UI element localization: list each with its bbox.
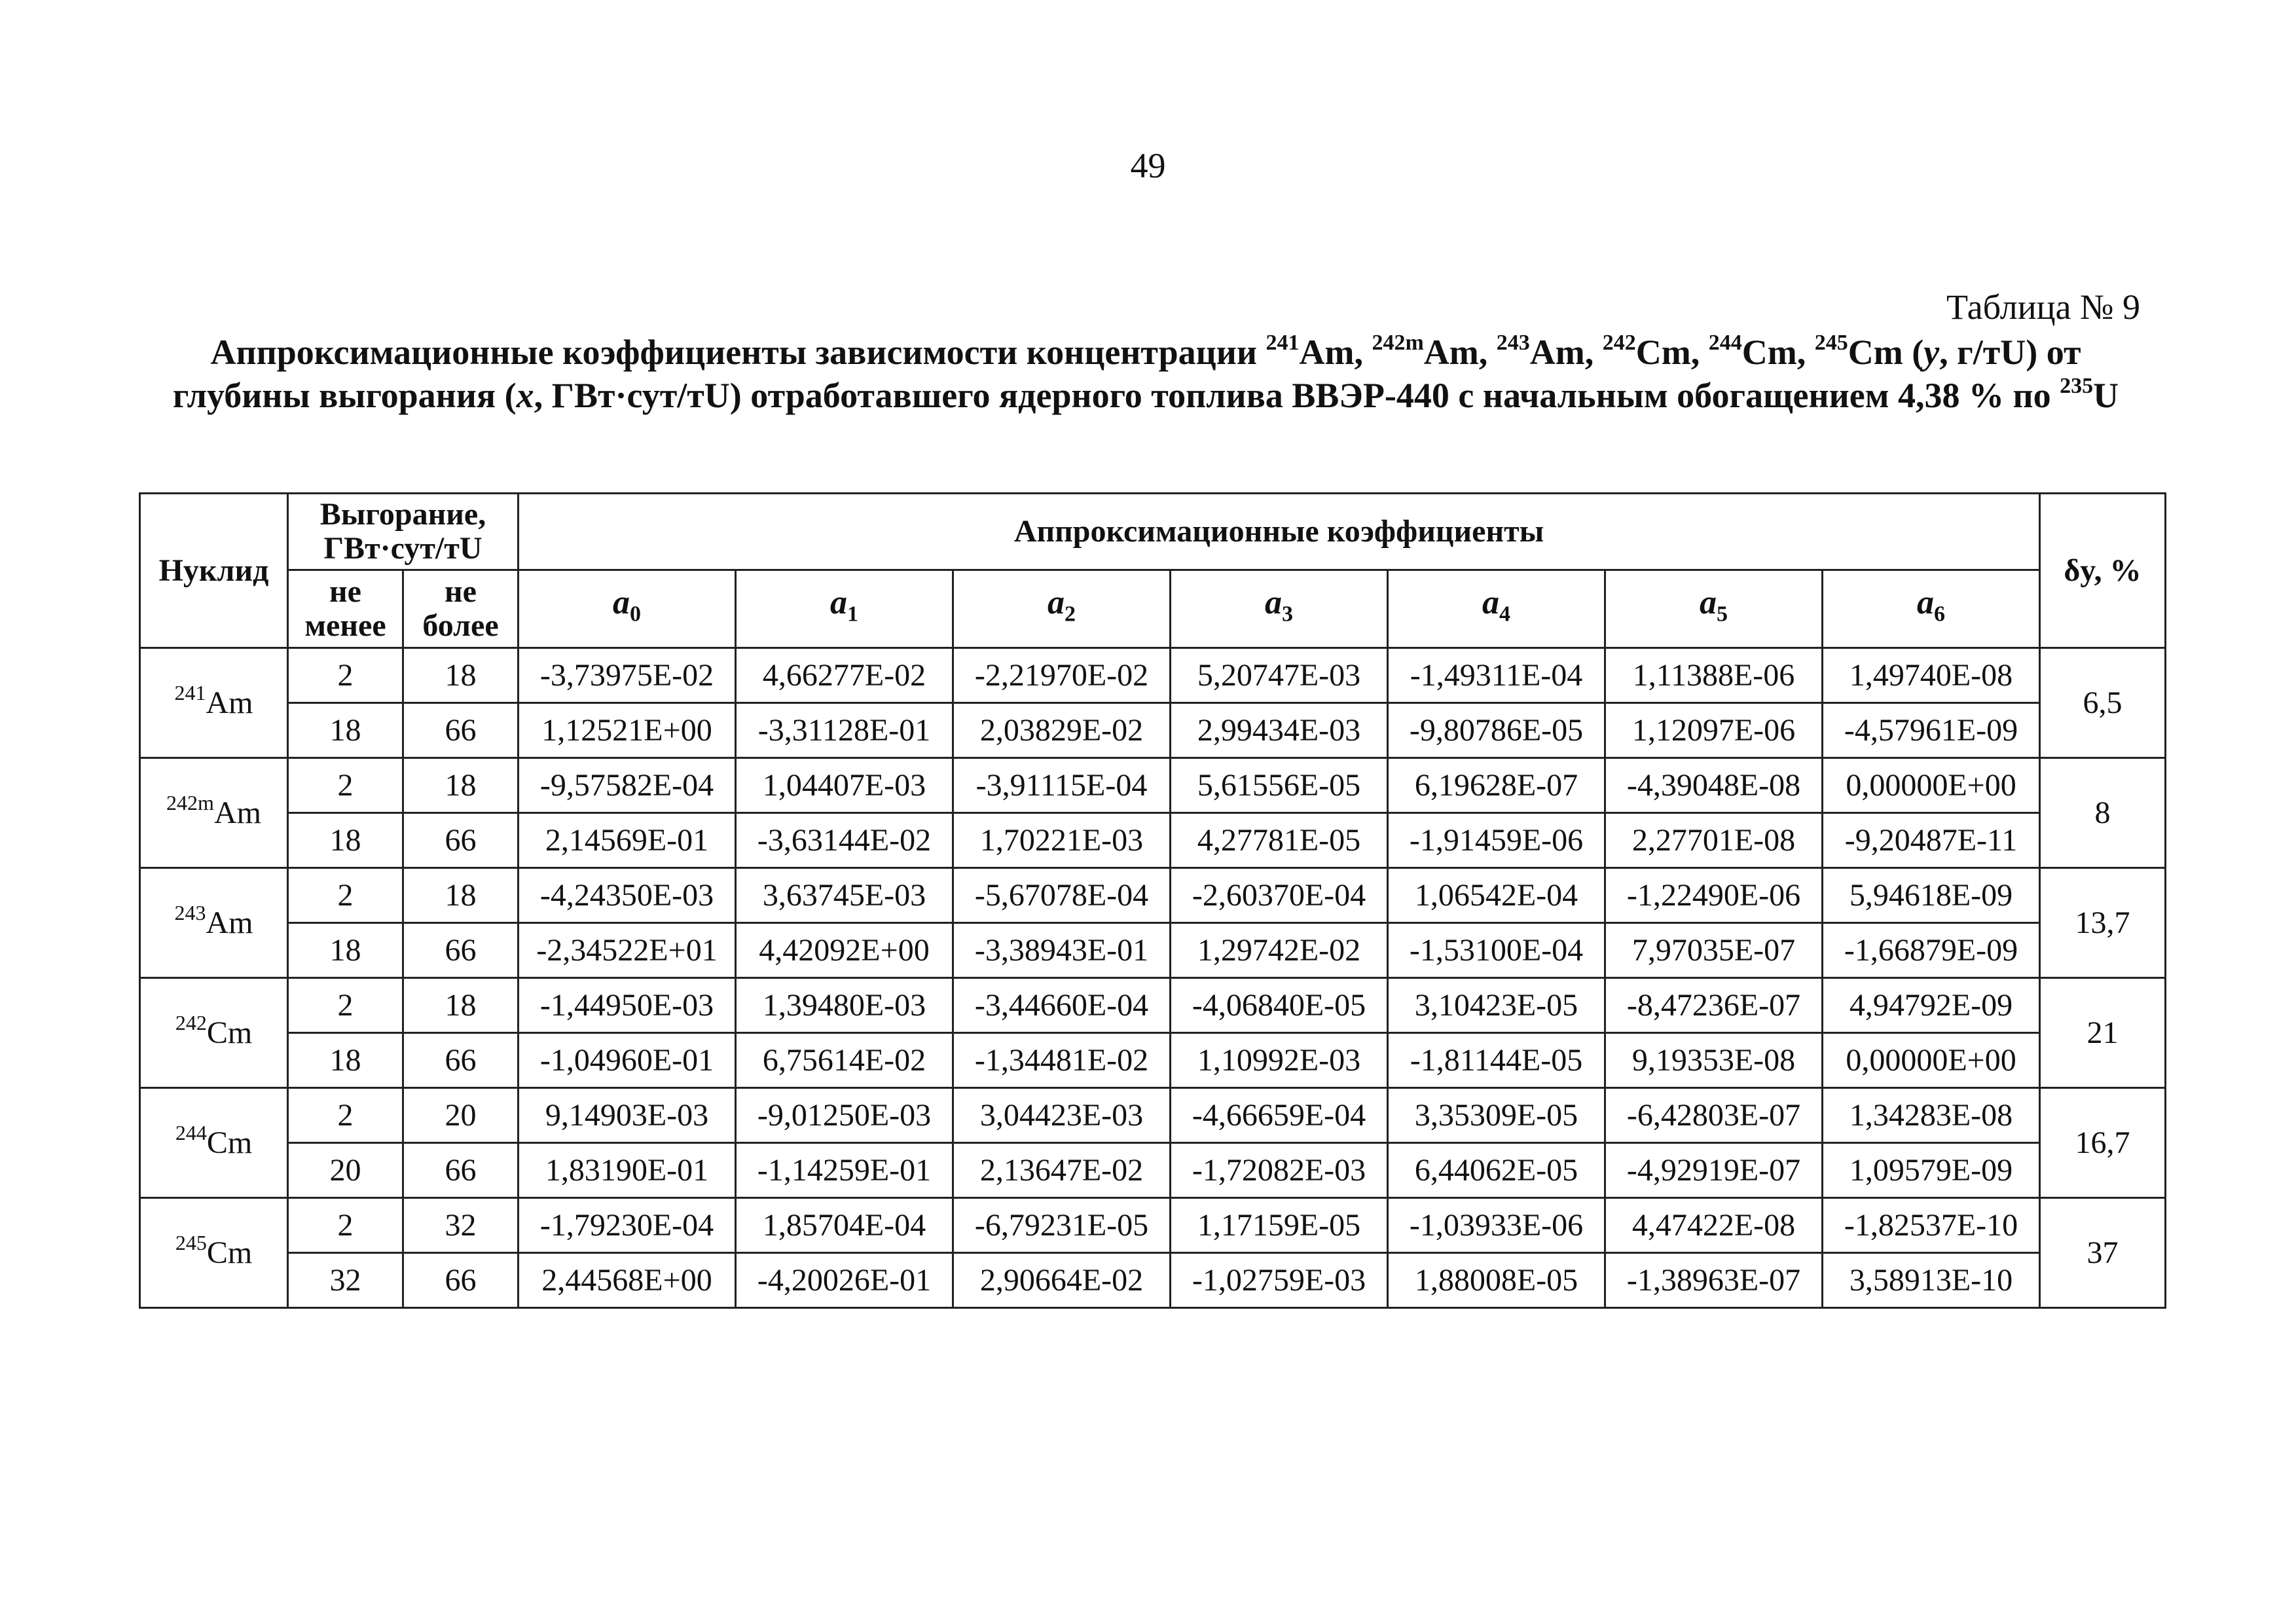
table-row <box>140 1088 2166 1143</box>
coef-a2-cell: -6,79231E-05 <box>953 1198 1171 1253</box>
coef-a4-cell: 1,06542E-04 <box>1388 868 1605 923</box>
coef-a1-cell: -9,01250E-03 <box>736 1088 953 1143</box>
nuclide-cell <box>140 978 288 1088</box>
coef-a5-cell: 7,97035E-07 <box>1605 923 1823 978</box>
coef-a4-cell: -1,81144E-05 <box>1388 1033 1605 1088</box>
coef-letter: a <box>613 584 630 622</box>
coefficients-table <box>139 492 2166 1309</box>
coef-a6-cell: 1,09579E-09 <box>1823 1143 2040 1198</box>
coef-a3-cell: -2,60370E-04 <box>1171 868 1388 923</box>
coef-a3-cell: 5,20747E-03 <box>1171 648 1388 703</box>
burnup-max-cell: 18 <box>403 868 519 923</box>
delta-cell: 13,7 <box>2040 868 2166 978</box>
nuclide-cell <box>140 758 288 868</box>
coef-a6-cell: 4,94792E-09 <box>1823 978 2040 1033</box>
table-row <box>140 1143 2166 1198</box>
coef-a6-cell: 5,94618E-09 <box>1823 868 2040 923</box>
coef-a4-cell: -1,49311E-04 <box>1388 648 1605 703</box>
coef-a3-cell: -1,02759E-03 <box>1171 1253 1388 1308</box>
header-nuclide: Нуклид <box>140 494 288 648</box>
coef-a4-cell: -1,03933E-06 <box>1388 1198 1605 1253</box>
coef-a3-cell: 2,99434E-03 <box>1171 703 1388 758</box>
caption-nuclides <box>1266 333 1903 372</box>
coef-a1-cell: 1,39480E-03 <box>736 978 953 1033</box>
burnup-min-cell: 18 <box>288 703 403 758</box>
nuclide-cell <box>140 868 288 978</box>
coef-a4-cell: 6,19628E-07 <box>1388 758 1605 813</box>
nuclide-symbol: Am <box>206 685 253 720</box>
caption-nuclide-symbol: Am, <box>1423 333 1497 372</box>
header-coef-a5 <box>1605 570 1823 648</box>
coef-a1-cell: -1,14259E-01 <box>736 1143 953 1198</box>
coef-a5-cell: 4,47422E-08 <box>1605 1198 1823 1253</box>
burnup-max-cell: 66 <box>403 923 519 978</box>
caption-nuclide-mass: 241 <box>1266 331 1300 355</box>
caption-nuclide-symbol: Am, <box>1529 333 1603 372</box>
coef-a2-cell: 2,13647E-02 <box>953 1143 1171 1198</box>
caption-text-4: , ГВт·сут/тU) отработавшего ядерного топлива ВВЭР-440 с начальным обогащением 4,38 % по <box>534 376 2060 415</box>
coef-a1-cell: 1,04407E-03 <box>736 758 953 813</box>
delta-cell: 8 <box>2040 758 2166 868</box>
delta-cell: 37 <box>2040 1198 2166 1308</box>
burnup-min-cell: 18 <box>288 923 403 978</box>
coef-a5-cell: -8,47236E-07 <box>1605 978 1823 1033</box>
burnup-min-cell: 32 <box>288 1253 403 1308</box>
coef-letter: a <box>1265 584 1282 622</box>
coef-a1-cell: 1,85704E-04 <box>736 1198 953 1253</box>
coef-a1-cell: -3,63144E-02 <box>736 813 953 868</box>
burnup-max-cell: 66 <box>403 703 519 758</box>
coef-a6-cell: 0,00000E+00 <box>1823 758 2040 813</box>
table-row <box>140 923 2166 978</box>
delta-cell: 6,5 <box>2040 648 2166 758</box>
header-coef-a4 <box>1388 570 1605 648</box>
burnup-max-cell: 66 <box>403 1253 519 1308</box>
burnup-min-cell: 18 <box>288 813 403 868</box>
coef-a0-cell: -3,73975E-02 <box>519 648 736 703</box>
coef-a2-cell: -5,67078E-04 <box>953 868 1171 923</box>
nuclide-mass: 245 <box>175 1231 207 1254</box>
coef-a2-cell: -3,38943E-01 <box>953 923 1171 978</box>
nuclide-cell <box>140 1088 288 1198</box>
coef-a6-cell: -9,20487E-11 <box>1823 813 2040 868</box>
coef-a0-cell: -1,44950E-03 <box>519 978 736 1033</box>
coef-a1-cell: -4,20026E-01 <box>736 1253 953 1308</box>
coef-index: 1 <box>847 602 858 627</box>
coef-a2-cell: 2,03829E-02 <box>953 703 1171 758</box>
header-delta: δy, % <box>2040 494 2166 648</box>
caption-nuclide-symbol: Cm, <box>1635 333 1709 372</box>
coef-a6-cell: 1,34283E-08 <box>1823 1088 2040 1143</box>
coef-a4-cell: 3,35309E-05 <box>1388 1088 1605 1143</box>
header-coef-a3 <box>1171 570 1388 648</box>
coef-a2-cell: 3,04423E-03 <box>953 1088 1171 1143</box>
nuclide-mass: 244 <box>175 1121 207 1144</box>
table-label: Таблица № 9 <box>1946 287 2140 327</box>
coef-a5-cell: -4,39048E-08 <box>1605 758 1823 813</box>
coef-index: 4 <box>1499 602 1510 627</box>
burnup-min-cell: 2 <box>288 978 403 1033</box>
table-row <box>140 703 2166 758</box>
coef-a5-cell: 1,12097E-06 <box>1605 703 1823 758</box>
coef-letter: a <box>1482 584 1499 622</box>
coef-a6-cell: -1,82537E-10 <box>1823 1198 2040 1253</box>
coef-a5-cell: -1,22490E-06 <box>1605 868 1823 923</box>
coef-a1-cell: -3,31128E-01 <box>736 703 953 758</box>
coef-a4-cell: -9,80786E-05 <box>1388 703 1605 758</box>
coef-a4-cell: -1,91459E-06 <box>1388 813 1605 868</box>
coef-index: 3 <box>1282 602 1293 627</box>
burnup-max-cell: 18 <box>403 758 519 813</box>
caption-nuclide-mass: 245 <box>1814 331 1848 355</box>
coef-a5-cell: 2,27701E-08 <box>1605 813 1823 868</box>
coef-a1-cell: 6,75614E-02 <box>736 1033 953 1088</box>
delta-cell: 16,7 <box>2040 1088 2166 1198</box>
caption-text-3: , г/тU) от глубины выгорания ( <box>172 333 2081 415</box>
coef-a3-cell: 4,27781E-05 <box>1171 813 1388 868</box>
page-number: 49 <box>1130 146 1166 185</box>
coef-a6-cell: -1,66879E-09 <box>1823 923 2040 978</box>
nuclide-symbol: Cm <box>206 1015 253 1050</box>
coef-a0-cell: 2,14569E-01 <box>519 813 736 868</box>
burnup-max-cell: 32 <box>403 1198 519 1253</box>
table-row <box>140 1253 2166 1308</box>
coef-a0-cell: 9,14903E-03 <box>519 1088 736 1143</box>
caption-text-1: Аппроксимационные коэффициенты зависимости концентрации <box>210 333 1266 372</box>
burnup-min-cell: 2 <box>288 1198 403 1253</box>
burnup-max-cell: 18 <box>403 978 519 1033</box>
burnup-max-cell: 66 <box>403 813 519 868</box>
coef-a3-cell: 1,29742E-02 <box>1171 923 1388 978</box>
header-coef-a1 <box>736 570 953 648</box>
table-row <box>140 1033 2166 1088</box>
coef-a1-cell: 4,66277E-02 <box>736 648 953 703</box>
table-row <box>140 648 2166 703</box>
coef-a6-cell: 0,00000E+00 <box>1823 1033 2040 1088</box>
coef-a2-cell: 2,90664E-02 <box>953 1253 1171 1308</box>
coef-a6-cell: -4,57961E-09 <box>1823 703 2040 758</box>
nuclide-symbol: Am <box>213 795 261 830</box>
table-row <box>140 868 2166 923</box>
table-row <box>140 1198 2166 1253</box>
coef-a0-cell: -2,34522E+01 <box>519 923 736 978</box>
caption-nuclide-symbol: Am, <box>1299 333 1372 372</box>
caption-enrich-mass: 235 <box>2060 374 2094 398</box>
burnup-min-cell: 2 <box>288 1088 403 1143</box>
coef-a2-cell: -2,21970E-02 <box>953 648 1171 703</box>
coef-a4-cell: 6,44062E-05 <box>1388 1143 1605 1198</box>
burnup-max-cell: 66 <box>403 1143 519 1198</box>
caption-nuclide-mass: 243 <box>1496 331 1530 355</box>
coef-letter: a <box>830 584 847 622</box>
coef-index: 0 <box>630 602 641 627</box>
table-body <box>140 648 2166 1308</box>
nuclide-mass: 242 <box>175 1011 207 1034</box>
coef-a3-cell: -1,72082E-03 <box>1171 1143 1388 1198</box>
coef-a0-cell: 1,12521E+00 <box>519 703 736 758</box>
burnup-min-cell: 2 <box>288 868 403 923</box>
nuclide-mass: 242m <box>166 791 214 814</box>
burnup-min-cell: 18 <box>288 1033 403 1088</box>
burnup-min-cell: 2 <box>288 758 403 813</box>
coef-a2-cell: -3,91115E-04 <box>953 758 1171 813</box>
caption-enrich-symbol: U <box>2093 376 2119 415</box>
nuclide-symbol: Cm <box>206 1235 253 1270</box>
coef-index: 2 <box>1065 602 1076 627</box>
nuclide-symbol: Am <box>206 905 253 940</box>
coef-a2-cell: -1,34481E-02 <box>953 1033 1171 1088</box>
nuclide-mass: 243 <box>174 901 206 924</box>
nuclide-cell <box>140 1198 288 1308</box>
header-coef-a6 <box>1823 570 2040 648</box>
delta-cell: 21 <box>2040 978 2166 1088</box>
table-caption <box>170 331 2121 417</box>
coef-index: 5 <box>1717 602 1728 627</box>
header-max: не более <box>403 570 519 648</box>
caption-nuclide-mass: 242m <box>1372 331 1424 355</box>
header-coef-a2 <box>953 570 1171 648</box>
coef-a5-cell: 9,19353E-08 <box>1605 1033 1823 1088</box>
caption-var-x: x <box>516 376 534 415</box>
burnup-max-cell: 20 <box>403 1088 519 1143</box>
caption-nuclide-symbol: Cm <box>1848 333 1903 372</box>
nuclide-mass: 241 <box>174 681 206 704</box>
coef-a2-cell: -3,44660E-04 <box>953 978 1171 1033</box>
nuclide-cell <box>140 648 288 758</box>
coef-index: 6 <box>1934 602 1945 627</box>
burnup-max-cell: 18 <box>403 648 519 703</box>
coef-a3-cell: -4,66659E-04 <box>1171 1088 1388 1143</box>
coef-a4-cell: -1,53100E-04 <box>1388 923 1605 978</box>
burnup-min-cell: 2 <box>288 648 403 703</box>
coef-a0-cell: -4,24350E-03 <box>519 868 736 923</box>
coef-a4-cell: 3,10423E-05 <box>1388 978 1605 1033</box>
coef-a5-cell: -6,42803E-07 <box>1605 1088 1823 1143</box>
coef-a6-cell: 1,49740E-08 <box>1823 648 2040 703</box>
coef-a4-cell: 1,88008E-05 <box>1388 1253 1605 1308</box>
coef-a0-cell: 1,83190E-01 <box>519 1143 736 1198</box>
coef-a1-cell: 3,63745E-03 <box>736 868 953 923</box>
coef-a3-cell: -4,06840E-05 <box>1171 978 1388 1033</box>
coef-a3-cell: 5,61556E-05 <box>1171 758 1388 813</box>
header-coef-a0 <box>519 570 736 648</box>
coef-a2-cell: 1,70221E-03 <box>953 813 1171 868</box>
coef-a3-cell: 1,10992E-03 <box>1171 1033 1388 1088</box>
coef-a0-cell: -9,57582E-04 <box>519 758 736 813</box>
coef-a0-cell: -1,04960E-01 <box>519 1033 736 1088</box>
caption-nuclide-mass: 242 <box>1602 331 1636 355</box>
table-row <box>140 813 2166 868</box>
nuclide-symbol: Cm <box>206 1125 253 1160</box>
coef-a5-cell: -4,92919E-07 <box>1605 1143 1823 1198</box>
coef-a0-cell: 2,44568E+00 <box>519 1253 736 1308</box>
coef-a6-cell: 3,58913E-10 <box>1823 1253 2040 1308</box>
coef-letter: a <box>1048 584 1065 622</box>
caption-nuclide-mass: 244 <box>1708 331 1742 355</box>
coef-a0-cell: -1,79230E-04 <box>519 1198 736 1253</box>
coef-a5-cell: 1,11388E-06 <box>1605 648 1823 703</box>
coef-a5-cell: -1,38963E-07 <box>1605 1253 1823 1308</box>
caption-text-2: ( <box>1903 333 1924 372</box>
table-row <box>140 978 2166 1033</box>
burnup-max-cell: 66 <box>403 1033 519 1088</box>
burnup-min-cell: 20 <box>288 1143 403 1198</box>
header-burnup: Выгорание, ГВт·сут/тU <box>288 494 519 570</box>
table-row <box>140 758 2166 813</box>
coef-letter: a <box>1917 584 1934 622</box>
caption-var-y: y <box>1923 333 1940 372</box>
coef-letter: a <box>1700 584 1717 622</box>
header-coefficients: Аппроксимационные коэффициенты <box>519 494 2040 570</box>
header-min: не менее <box>288 570 403 648</box>
coef-a3-cell: 1,17159E-05 <box>1171 1198 1388 1253</box>
coef-a1-cell: 4,42092E+00 <box>736 923 953 978</box>
caption-nuclide-symbol: Cm, <box>1741 333 1815 372</box>
